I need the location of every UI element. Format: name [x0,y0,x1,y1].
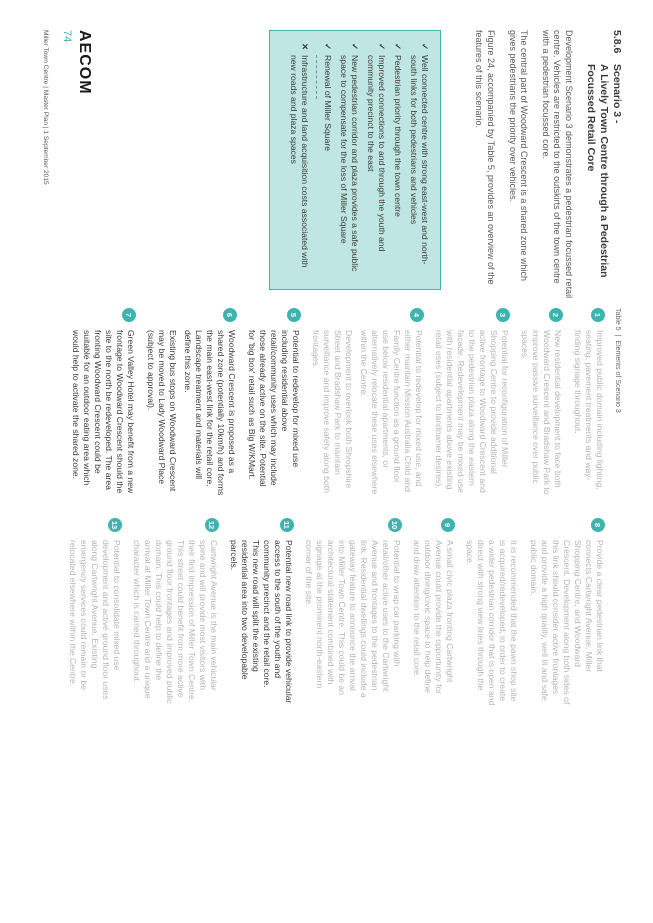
check-icon: ✓ [350,43,360,51]
element-text: Green Valley Hotel may benefit from a new frontage to Woodward Crescent should the site to the north be redeveloped. The area fronting Woodward Crescent could be suitable for an outdoor eating area which would help to activate the shared zone. [71,330,136,494]
element-text: Potential to wrap car parking with retail/other active uses to the Cartwright Avenue and frontages to the pedestrian link. Residential dwellings could include a gateway feature to announce the arrival into Miller Town Centre. This could be an architectural statement combined with signage at the prominent north-eastern corner of the site. [304,540,402,698]
element-text: Development to overlook both Shropshire Street and Bradshaw Park to maintain surveillance and improve safety along both frontages. [311,330,354,493]
element-text: Improved public domain including lighting, seating, pavement treatments and way-finding signage throughout. [573,330,605,490]
positive-item-text: Pedestrian priority through the town centre [393,55,403,217]
element-item [303,518,402,706]
left-column [473,30,623,300]
check-icon: ✓ [420,43,430,51]
positive-item [392,43,403,277]
number-badge: 2 [549,308,563,322]
cross-icon: ✕ [300,43,310,51]
table-caption-text: Elements of Scenario 3 [614,340,621,413]
number-badge: 6 [223,308,237,322]
element-text: Potential new road link to provide vehicular access to the south of the youth and community precinct and the retail core. This new road will split the existing residential area into two developable parcels. [229,540,294,704]
positive-item-text: New pedestrian corridor and plaza provides a safe public space to compensate for the loss of Miller Square [339,55,360,272]
positive-item [338,43,360,277]
element-text: Woodward Crescent is proposed as a shared zone (potentially 10km/h) and forms the main east-west link for the retail core. Landscape treatment and materials will define this zone. [183,330,237,496]
element-item [464,518,519,706]
number-badge: 7 [122,308,136,322]
negative-item-text: Infrastructure and land acquisition costs associated with new roads and plaza spaces [289,55,310,268]
element-text: Cartwright Avenue is the main vehicular spine and will provide most visitors with their first impression of Miller Town Centre. This street could benefit from more active ground floor frontages and improved public domain. This could help to define the arrival at Miller Town Centre and a unique character which is carried throughout. [132,540,219,704]
section-title-line: Scenario 3 - [611,64,623,124]
element-item [67,518,122,706]
table-caption: Table 5|Elements of Scenario 3 [614,308,621,413]
element-item [310,308,424,496]
element-text: A small civic plaza fronting Cartwright Avenue could provide the opportunity for outdoor dining/civic space to help define and draw attention to the retail core. [412,540,455,695]
elements-column [61,308,605,496]
page-number: 74 [61,30,73,43]
element-item [528,518,605,706]
element-text: Potential for reconfiguration of Miller Shopping Centre to provide additional active frontage to Woodward Crescent and to the pedestrian plaza along the eastern facade. Redevelopment may be mixed use with residential apartments above existing retail uses (subject to landowner desires). [434,330,510,493]
positive-item [408,43,430,277]
element-item [145,308,237,496]
table-label: Table 5 [614,308,621,331]
element-text: Provide a clear pedestrian link that connects Cartwright Avenue, Miller Shopping Centre, and Woodward Crescent. Development along both sides of this link should consider active frontages and provide a high quality, well lit and safe public domain. [529,540,605,705]
number-badge: 11 [280,518,294,532]
positive-item [365,43,387,277]
element-text: Potential to redevelop for mixed use including residential above retail/community uses which may include those already active on the site. Potential for 'big box' retail such as Big W/KMart. [247,330,301,487]
negative-item [288,43,310,277]
number-badge: 13 [108,518,122,532]
number-badge: 3 [496,308,510,322]
element-text: Potential to redevelop for mixed use, and either maintain Mission Australia Child and Family Centre function as a ground floor use below residential apartments, or alternatively relocate these uses elsewhere within the Centre. [359,330,424,495]
positive-item-text: Renewal of Miller Square [323,55,333,152]
section-heading [584,30,623,300]
positive-item-text: Improved connections to and through the youth and community precinct to the east [366,55,387,252]
intro-paragraph: The central part of Woodward Crescent is a shared zone which gives pedestrians the priority over vehicles. [507,30,530,281]
number-badge: 4 [410,308,424,322]
element-item [131,518,219,706]
section-title [584,64,623,278]
element-text: It is recommended that the pawn shop site is acquired/redeveloped, in order to create a wider pedestrian corridor that is open and direct with strong view lines through the space. [465,540,519,706]
element-text: Potential to consolidate mixed use development and active ground floor uses along Cartwright Avenue. Existing emergency services could remain or be relocated elsewhere within the Centre. [68,540,122,700]
number-badge: 12 [205,518,219,532]
elements-column [58,518,605,706]
positive-item [322,43,333,277]
section-number: 5.8.6 [611,30,623,54]
benefits-box [269,30,441,290]
positive-item-text: Well connected centre with strong east-west and north-south links for both pedestrians and vehicles [409,55,430,265]
element-item [519,308,563,496]
element-item [433,308,510,496]
element-item [572,308,605,496]
number-badge: 5 [287,308,301,322]
footer-text: Miller Town Centre | Master Plan | 1 September 2015 [42,30,49,185]
check-icon: ✓ [393,43,403,51]
aecom-logo: AECOM [76,30,93,95]
check-icon: ✓ [323,43,333,51]
element-item [228,518,294,706]
section-title-line: A Lively Town Centre through a Pedestrian [598,64,610,278]
box-divider [316,55,317,99]
number-badge: 9 [441,518,455,532]
element-text: New residential development to face both Woodward Crescent and Bradshaw Park to improve passive surveillance over public spaces. [520,330,563,495]
intro-paragraph: Figure 24, accompanied by Table 5, provides an overview of the features of this scenario. [474,30,497,285]
number-badge: 1 [591,308,605,322]
page-footer [23,30,93,320]
element-item [411,518,455,706]
number-badge: 10 [388,518,402,532]
element-item [70,308,136,496]
number-badge: 8 [591,518,605,532]
element-text: Existing bus stops on Woodward Crescent may be moved to Lady Woodward Place (subject to approval). [146,330,178,492]
element-item [246,308,301,496]
check-icon: ✓ [377,43,387,51]
section-title-line: Focussed Retail Core [585,64,597,172]
intro-paragraph: Development Scenario 3 demonstrates a pedestrian focussed retail centre. Vehicles are restricted to the outskirts of the town centre with a pedestrian focussed core. [540,30,574,299]
